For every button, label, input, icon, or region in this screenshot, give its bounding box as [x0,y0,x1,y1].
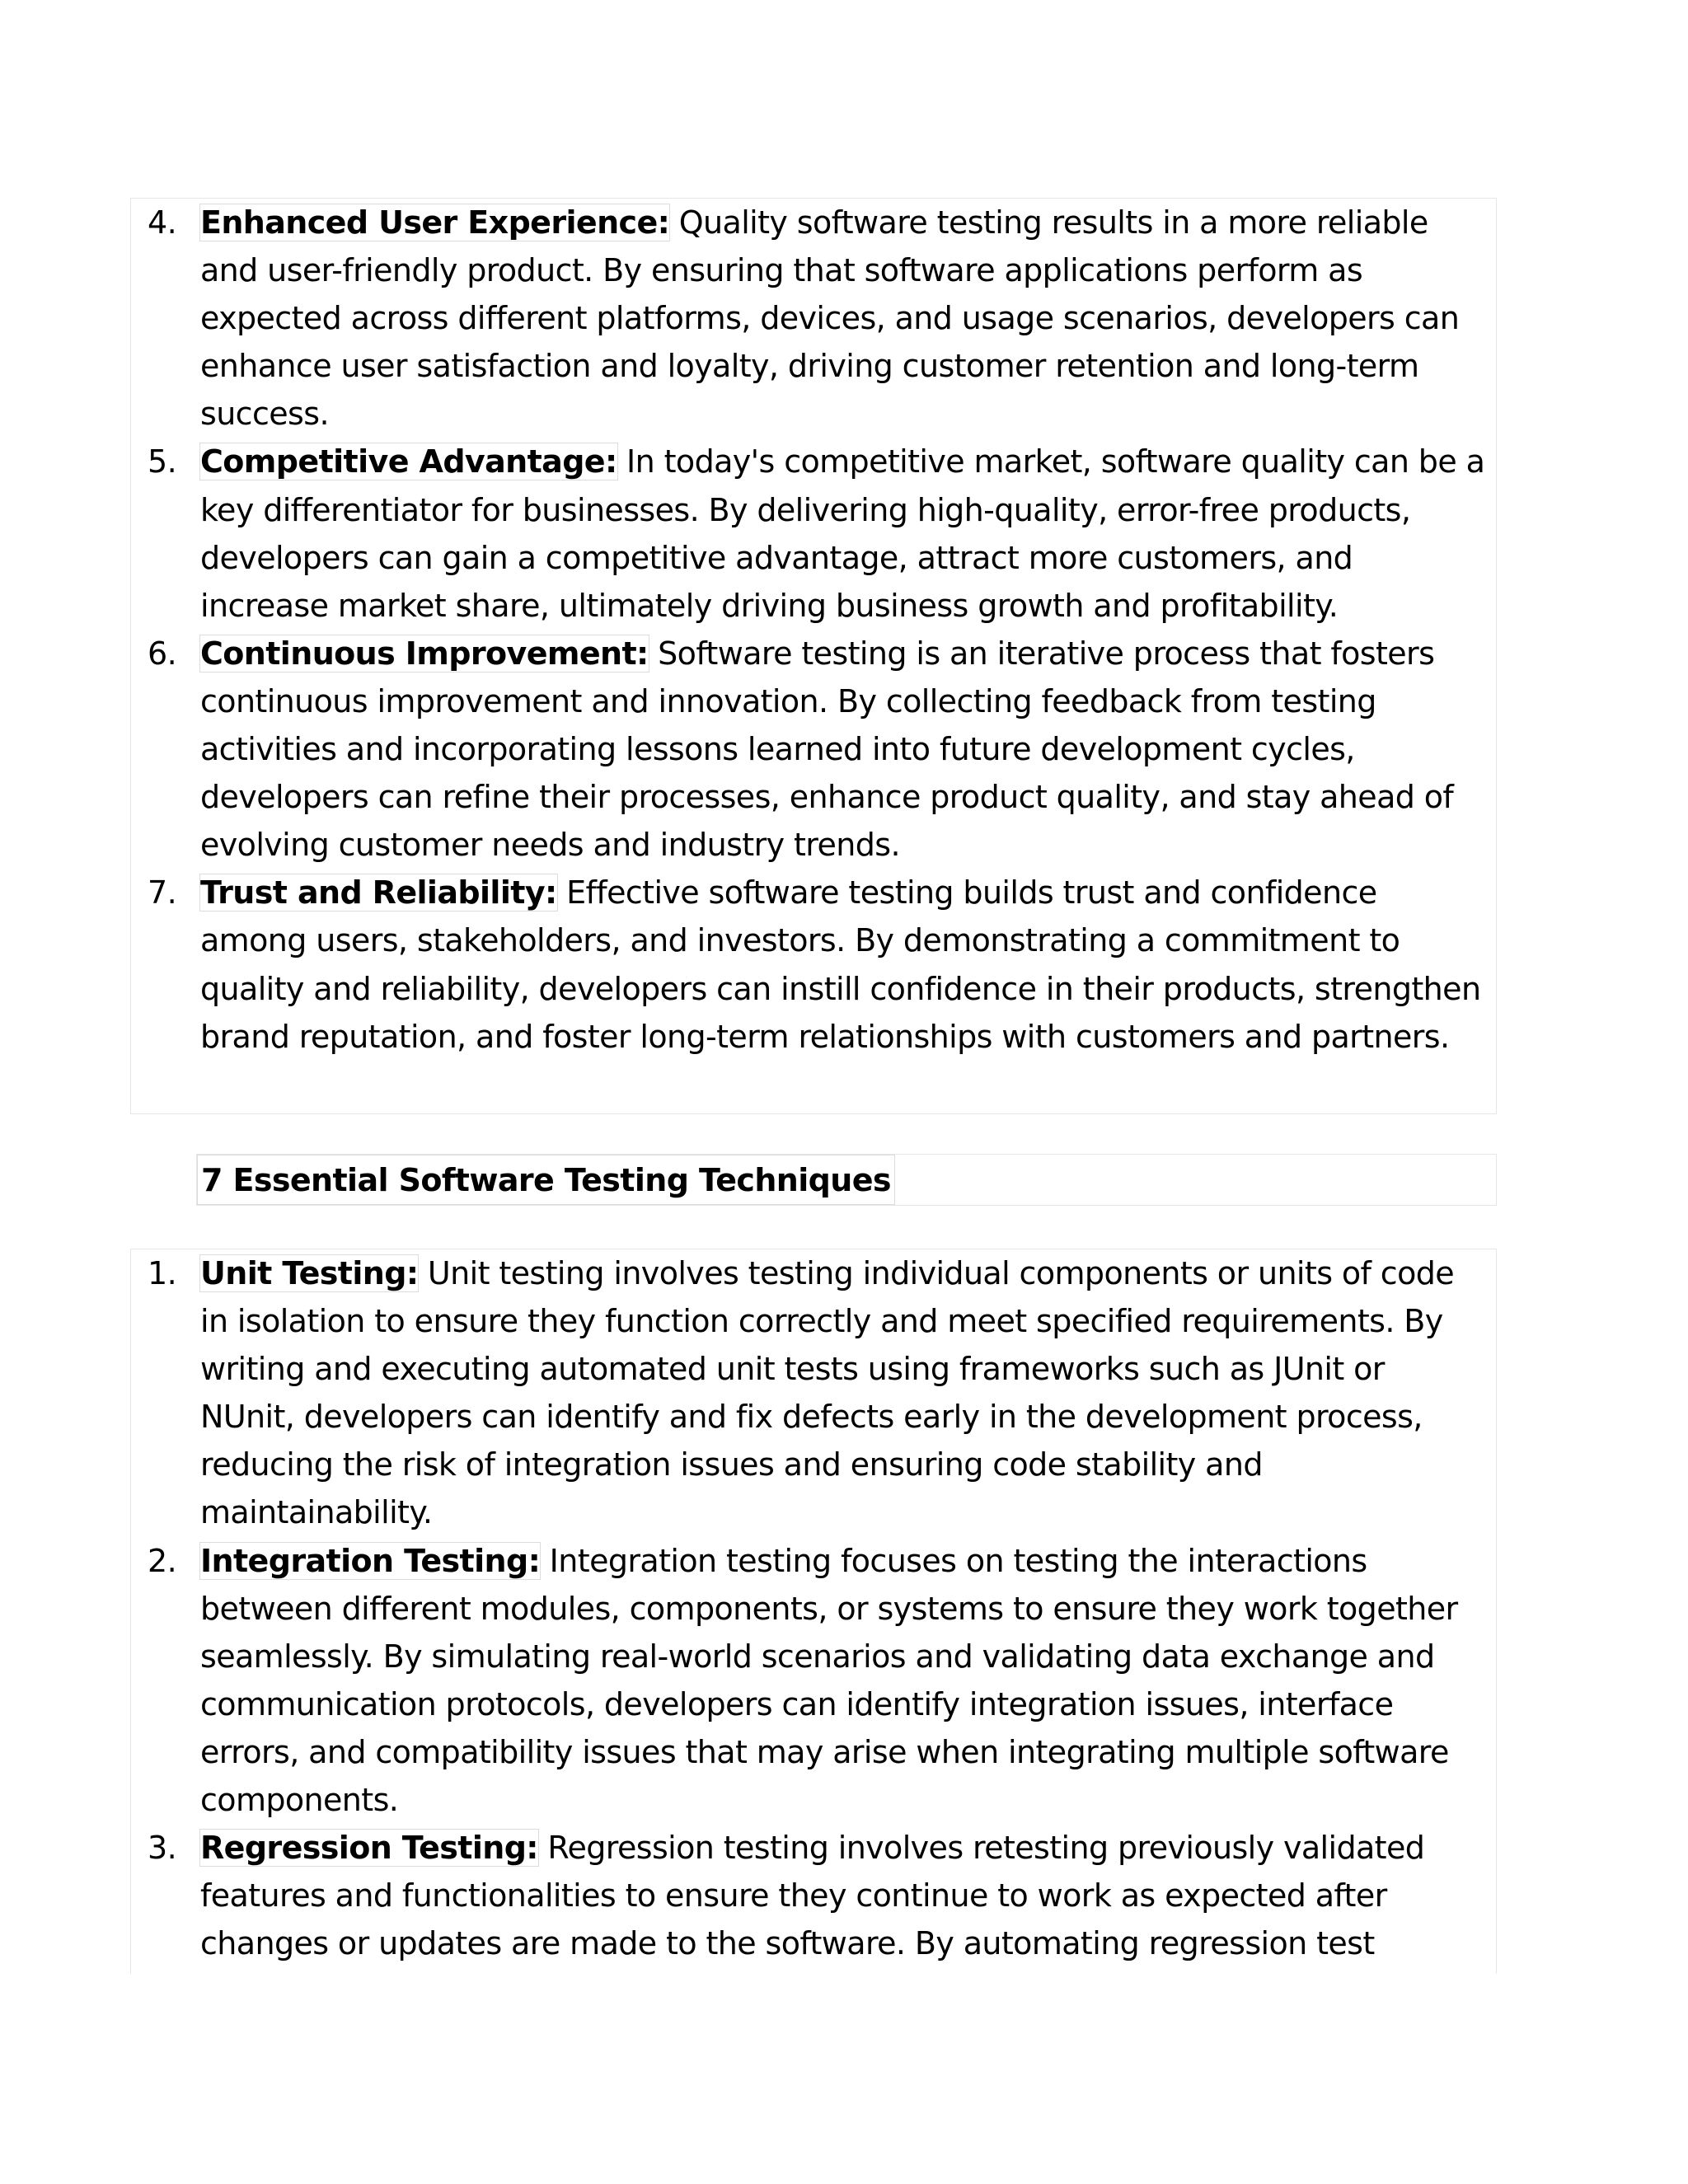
list-text: Quality software testing results in a more reliable and user-friendly product. By ensuring that software applications perform as expected across different platforms, devices, and usage scenarios, developers can enhance user satisfaction and loyalty, driving customer retention and long-term success. [200,204,1460,433]
list-text: Unit testing involves testing individual components or units of code in isolation to ensure they function correctly and meet specified requirements. By writing and executing automated unit tests using frameworks such as JUnit or NUnit, developers can identify and fix defects early in the development process, reducing the risk of integration issues and ensuring code stability and maintainability. [200,1255,1455,1531]
list-term: Trust and Reliability: [200,874,557,912]
list-text: Effective software testing builds trust and confidence among users, stakeholders, and investors. By demonstrating a commitment to quality and reliability, developers can instill confidence in their products, strengthen brand reputation, and foster long-term relationships with customers and partners. [200,874,1481,1055]
techniques-list-block [130,1249,1497,1974]
list-number: 7. [148,874,177,912]
list-item [131,1824,1486,1967]
list-number: 6. [148,635,177,672]
list-term: Competitive Advantage: [200,443,617,480]
list-term: Continuous Improvement: [200,635,649,672]
list-item [131,1249,1486,1537]
section-heading-block [196,1154,1497,1206]
techniques-list [131,1249,1486,1967]
section-heading: 7 Essential Software Testing Techniques [197,1155,895,1205]
techniques-list-clip [131,1249,1498,1975]
list-term: Unit Testing: [200,1255,419,1291]
list-text: Software testing is an iterative process that fosters continuous improvement and innovation. By collecting feedback from testing activities and incorporating lessons learned into future development cycles, developers can refine their processes, enhance product quality, and stay ahead of evolving customer needs and industry trends. [200,635,1454,864]
benefits-list [131,199,1486,1061]
list-text: Integration testing focuses on testing the interactions between different modules, components, or systems to ensure they work together seamlessly. By simulating real-world scenarios and validating data exchange and communication protocols, developers can identify integration issues, interface errors, and compatibility issues that may arise when integrating multiple software components. [200,1542,1458,1819]
list-number: 1. [148,1255,177,1291]
list-number: 4. [148,204,177,241]
list-item [131,199,1486,438]
list-number: 2. [148,1542,177,1579]
list-text: In today's competitive market, software quality can be a key differentiator for businesses. By delivering high-quality, error-free products, developers can gain a competitive advantage, attract more customers, and increase market share, ultimately driving business growth and profitability. [200,443,1485,624]
list-item [131,438,1486,629]
list-item [131,630,1486,869]
list-term: Integration Testing: [200,1542,541,1579]
benefits-list-block [130,198,1497,1114]
list-term: Enhanced User Experience: [200,204,670,241]
list-number: 3. [148,1830,177,1867]
list-term: Regression Testing: [200,1830,538,1867]
list-text: Regression testing involves retesting previously validated features and functionalities to ensure they continue to work as expected after changes or updates are made to the software. By automating regression test [200,1830,1425,1962]
list-item [131,869,1486,1060]
list-number: 5. [148,443,177,480]
list-item [131,1537,1486,1825]
